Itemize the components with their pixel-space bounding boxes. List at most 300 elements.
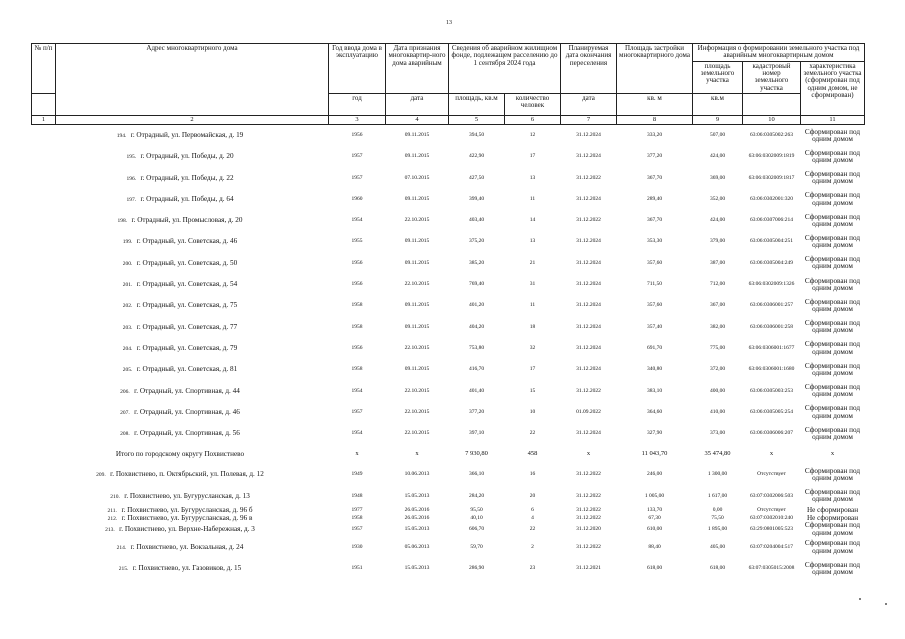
cadastral-cell: 63:06:0306001:257 bbox=[749, 302, 794, 309]
people-cell: 17 bbox=[529, 153, 536, 160]
address-text: г. Похвистнево, ул. Верхне-Набережная, д. 3 bbox=[119, 524, 255, 533]
year-cell: 1956 bbox=[351, 281, 363, 288]
address-text: г. Отрадный, ул. Советская, д. 46 bbox=[136, 237, 238, 246]
area-cell: 769,40 bbox=[468, 281, 485, 288]
building-area-cell: 289,40 bbox=[646, 195, 663, 202]
land-characteristic-cell: Сформирован под одним домом bbox=[804, 297, 861, 314]
address-text: г. Похвистнево, ул. Бугурусланская, д. 96 б bbox=[121, 506, 253, 515]
people-cell: 6 bbox=[531, 507, 534, 514]
row-number: 210. bbox=[110, 493, 120, 500]
address-text: г. Похвистнево, ул. Бугурусланская, д. 96 в bbox=[121, 513, 253, 522]
cadastral-cell: 63:06:0306001:1677 bbox=[748, 344, 795, 351]
cadastral-cell: 63:07:0204004:517 bbox=[749, 543, 794, 550]
header-planned-date: Планируемая дата окончания переселения bbox=[561, 44, 617, 94]
recognition-date-cell: 05.06.2013 bbox=[404, 543, 430, 550]
cadastral-cell: 63:06:0305004:249 bbox=[749, 259, 794, 266]
land-characteristic-cell: Сформирован под одним домом bbox=[804, 127, 861, 143]
year-cell: 1949 bbox=[351, 471, 363, 478]
header-cadastral: кадастровый номер земельного участка bbox=[743, 61, 801, 93]
table-row bbox=[32, 515, 865, 523]
year-cell: 1951 bbox=[351, 565, 363, 572]
land-characteristic-cell: Сформирован под одним домом bbox=[804, 425, 861, 441]
land-area-cell: 507,00 bbox=[709, 131, 726, 138]
people-cell: 31 bbox=[529, 281, 536, 288]
people-cell: 22 bbox=[529, 525, 536, 532]
table-row bbox=[32, 295, 865, 316]
address-cell bbox=[32, 522, 329, 536]
people-cell: 11 bbox=[529, 195, 536, 202]
address-cell bbox=[32, 210, 329, 231]
building-area-cell: 340,80 bbox=[646, 366, 663, 373]
people-cell: 13 bbox=[529, 174, 536, 181]
people-cell: 16 bbox=[529, 471, 536, 478]
column-number: 11 bbox=[801, 116, 865, 125]
recognition-date-cell: 09.11.2015 bbox=[404, 238, 430, 245]
table-row bbox=[32, 359, 865, 380]
table-row bbox=[32, 146, 865, 167]
total-people: 458 bbox=[527, 450, 538, 458]
planned-date-cell: 31.12.2022 bbox=[576, 514, 601, 521]
year-cell: 1956 bbox=[351, 131, 363, 138]
area-cell: 377,20 bbox=[468, 408, 485, 415]
address-text: г. Отрадный, ул. Победы, д. 22 bbox=[140, 173, 234, 182]
table-row bbox=[32, 338, 865, 359]
row-number: 201. bbox=[122, 282, 133, 289]
column-number: 3 bbox=[329, 116, 386, 125]
recognition-date-cell: 09.11.2015 bbox=[404, 366, 430, 373]
cadastral-cell: Отсутствует bbox=[757, 507, 786, 514]
recognition-date-cell: 22.10.2015 bbox=[404, 387, 430, 394]
table-row bbox=[32, 402, 865, 423]
land-area-cell: 400,00 bbox=[709, 387, 726, 394]
table-row bbox=[32, 274, 865, 295]
area-cell: 385,20 bbox=[468, 259, 485, 266]
total-row bbox=[32, 445, 865, 465]
land-characteristic-cell: Сформирован под одним домом bbox=[804, 560, 861, 576]
planned-date-cell: 31.12.2024 bbox=[576, 430, 601, 437]
row-number: 215. bbox=[118, 566, 129, 573]
header-land-area-unit: кв.м bbox=[693, 94, 743, 116]
table-row bbox=[32, 232, 865, 253]
header-building-area: Площадь застройки многоквартирного дома bbox=[617, 44, 693, 94]
people-cell: 21 bbox=[529, 259, 536, 266]
row-number: 211. bbox=[107, 508, 117, 515]
land-area-cell: 618,00 bbox=[709, 565, 726, 572]
building-area-cell: 67,30 bbox=[648, 514, 661, 521]
building-area-cell: 691,70 bbox=[646, 344, 663, 351]
land-characteristic-cell: Не сформирован bbox=[806, 514, 859, 523]
building-area-cell: 367,70 bbox=[646, 217, 663, 224]
year-cell: 1954 bbox=[351, 387, 363, 394]
recognition-date-cell: 22.10.2015 bbox=[404, 281, 430, 288]
land-area-cell: 373,00 bbox=[709, 430, 726, 437]
land-characteristic-cell: Сформирован под одним домом bbox=[804, 148, 861, 164]
row-number: 200. bbox=[122, 260, 133, 267]
year-cell: 1956 bbox=[351, 344, 363, 351]
scan-speck bbox=[885, 603, 887, 605]
row-number: 206. bbox=[120, 388, 130, 395]
year-cell: 1957 bbox=[351, 174, 363, 181]
row-number: 204. bbox=[122, 345, 133, 352]
people-cell: 18 bbox=[529, 323, 536, 330]
area-cell: 284,20 bbox=[468, 492, 485, 499]
total-label: Итого по городскому округу Похвистнево bbox=[115, 449, 245, 458]
header-area-unit: площадь, кв.м bbox=[449, 94, 505, 116]
row-number: 202. bbox=[122, 303, 133, 310]
planned-date-cell: 31.12.2024 bbox=[576, 238, 601, 245]
planned-date-cell: 01.09.2022 bbox=[576, 408, 601, 415]
people-cell: 14 bbox=[529, 217, 536, 224]
total-plan: х bbox=[586, 450, 591, 458]
people-cell: 13 bbox=[529, 238, 536, 245]
address-text: г. Отрадный, ул. Советская, д. 50 bbox=[136, 258, 238, 267]
address-cell bbox=[32, 295, 329, 316]
year-cell: 1960 bbox=[351, 195, 363, 202]
header-people-unit: количество человек bbox=[505, 94, 561, 116]
address-cell bbox=[32, 537, 329, 558]
cadastral-cell: 63:29:0801005:523 bbox=[749, 525, 794, 532]
planned-date-cell: 31.12.2022 bbox=[576, 543, 601, 550]
building-area-cell: 610,00 bbox=[646, 525, 663, 532]
address-text: г. Отрадный, ул. Советская, д. 81 bbox=[136, 365, 238, 374]
planned-date-cell: 31.12.2024 bbox=[576, 131, 601, 138]
area-cell: 399,40 bbox=[468, 195, 485, 202]
building-area-cell: 364,60 bbox=[646, 408, 663, 415]
column-number: 9 bbox=[693, 116, 743, 125]
address-cell bbox=[32, 232, 329, 253]
row-number: 195. bbox=[126, 154, 137, 161]
area-cell: 366,10 bbox=[468, 471, 485, 478]
building-area-cell: 133,70 bbox=[646, 507, 663, 514]
cadastral-cell: 63:06:0302009:1326 bbox=[748, 281, 795, 288]
planned-date-cell: 31.12.2022 bbox=[576, 387, 601, 394]
land-area-cell: 405,00 bbox=[709, 543, 726, 550]
table-body bbox=[32, 125, 865, 580]
cadastral-cell: 63:06:0306006:207 bbox=[749, 430, 794, 437]
table-row bbox=[32, 381, 865, 402]
recognition-date-cell: 09.11.2015 bbox=[404, 195, 430, 202]
planned-date-cell: 31.12.2024 bbox=[576, 153, 601, 160]
address-cell bbox=[32, 486, 329, 507]
emergency-housing-table bbox=[31, 43, 865, 579]
address-text: г. Похвистнево, ул. Вокзальная, д. 24 bbox=[130, 542, 244, 551]
land-characteristic-cell: Сформирован под одним домом bbox=[804, 340, 861, 356]
land-area-cell: 424,00 bbox=[709, 153, 726, 160]
people-cell: 10 bbox=[529, 408, 536, 415]
recognition-date-cell: 22.10.2015 bbox=[404, 217, 430, 224]
land-characteristic-cell: Сформирован под одним домом bbox=[804, 233, 861, 250]
recognition-date-cell: 15.05.2013 bbox=[404, 565, 430, 572]
land-area-cell: 369,00 bbox=[709, 174, 726, 181]
cadastral-cell: 63:06:0306001:1680 bbox=[748, 366, 795, 373]
building-area-cell: 88,40 bbox=[648, 543, 661, 550]
address-cell bbox=[32, 168, 329, 189]
address-text: г. Отрадный, ул. Первомайская, д. 19 bbox=[130, 130, 244, 139]
address-cell bbox=[32, 402, 329, 423]
building-area-cell: 1 005,00 bbox=[644, 492, 665, 499]
area-cell: 394,50 bbox=[468, 131, 485, 138]
recognition-date-cell: 10.06.2013 bbox=[404, 471, 430, 478]
area-cell: 286,90 bbox=[468, 565, 485, 572]
building-area-cell: 327,90 bbox=[646, 430, 663, 437]
year-cell: 1948 bbox=[351, 492, 363, 499]
year-cell: 1958 bbox=[351, 366, 363, 373]
table-row bbox=[32, 125, 865, 147]
area-cell: 401,40 bbox=[468, 387, 485, 394]
address-text: г. Отрадный, ул. Спортивная, д. 46 bbox=[134, 407, 240, 416]
total-area: 7 930,80 bbox=[465, 450, 488, 458]
table-row bbox=[32, 168, 865, 189]
planned-date-cell: 31.12.2022 bbox=[576, 174, 601, 181]
people-cell: 20 bbox=[529, 492, 536, 499]
area-cell: 753,80 bbox=[468, 344, 485, 351]
cadastral-cell: Отсутствует bbox=[757, 471, 786, 478]
recognition-date-cell: 26.05.2016 bbox=[404, 507, 430, 514]
address-text: г. Похвистнево, ул. Бугурусланская, д. 13 bbox=[124, 491, 250, 500]
land-area-cell: 410,00 bbox=[709, 408, 726, 415]
row-number: 209. bbox=[96, 472, 106, 479]
building-area-cell: 618,00 bbox=[646, 565, 663, 572]
land-characteristic-cell: Сформирован под одним домом bbox=[804, 255, 861, 271]
row-number: 205. bbox=[122, 367, 133, 374]
address-cell bbox=[32, 146, 329, 167]
building-area-cell: 357,60 bbox=[646, 259, 663, 266]
land-characteristic-cell: Сформирован под одним домом bbox=[804, 404, 861, 420]
area-cell: 401,20 bbox=[468, 302, 485, 309]
cadastral-cell: 63:07:0302010:240 bbox=[749, 514, 794, 521]
table-row bbox=[32, 537, 865, 558]
planned-date-cell: 31.12.2024 bbox=[576, 344, 601, 351]
header-address: Адрес многоквартирного дома bbox=[56, 44, 329, 116]
column-number: 4 bbox=[386, 116, 449, 125]
building-area-cell: 357,60 bbox=[646, 302, 663, 309]
row-number: 199. bbox=[122, 239, 133, 246]
row-number: 213. bbox=[105, 526, 115, 533]
address-cell bbox=[32, 423, 329, 444]
total-cad: х bbox=[769, 450, 774, 458]
planned-date-cell: 31.12.2024 bbox=[576, 259, 601, 266]
header-recognition-date: Дата признания многоквартир-ного дома аварийным bbox=[386, 44, 449, 94]
row-number: 212. bbox=[107, 515, 118, 522]
land-characteristic-cell: Сформирован под одним домом bbox=[804, 319, 861, 335]
land-area-cell: 424,00 bbox=[709, 217, 726, 224]
column-number: 5 bbox=[449, 116, 505, 125]
year-cell: 1930 bbox=[351, 543, 363, 550]
planned-date-cell: 31.12.2022 bbox=[576, 471, 601, 478]
recognition-date-cell: 26.05.2016 bbox=[404, 514, 430, 521]
address-cell bbox=[32, 274, 329, 295]
recognition-date-cell: 07.10.2015 bbox=[404, 174, 430, 181]
year-cell: 1954 bbox=[351, 430, 363, 437]
recognition-date-cell: 15.05.2013 bbox=[404, 492, 430, 499]
header-cadastral-blank bbox=[743, 94, 801, 116]
cadastral-cell: 63:06:0302009:1817 bbox=[748, 174, 795, 181]
cadastral-cell: 63:06:0305003:253 bbox=[749, 387, 794, 394]
land-area-cell: 379,00 bbox=[709, 238, 726, 245]
header-land-characteristic: характеристика земельного участка (сформирован под одним домом, не сформирован) bbox=[801, 61, 865, 115]
cadastral-cell: 63:07:0305015:2008 bbox=[748, 565, 795, 572]
cadastral-cell: 63:07:0302006:503 bbox=[749, 492, 794, 499]
address-cell bbox=[32, 317, 329, 338]
column-number: 6 bbox=[505, 116, 561, 125]
year-cell: 1957 bbox=[351, 525, 363, 532]
building-area-cell: 333,20 bbox=[646, 131, 663, 138]
year-cell: 1954 bbox=[351, 217, 363, 224]
recognition-date-cell: 09.11.2015 bbox=[404, 131, 430, 138]
header-num: № п/п bbox=[32, 44, 56, 94]
header-land-area: площадь земельного участка bbox=[693, 61, 743, 93]
row-number: 194. bbox=[116, 132, 127, 139]
scan-speck bbox=[859, 598, 861, 600]
recognition-date-cell: 22.10.2015 bbox=[404, 344, 430, 351]
header-recognition-unit: дата bbox=[386, 94, 449, 116]
address-text: г. Похвистнево, ул. Газовиков, д. 15 bbox=[132, 564, 242, 573]
address-cell bbox=[32, 465, 329, 486]
land-characteristic-cell: Сформирован под одним домом bbox=[804, 488, 861, 504]
land-characteristic-cell: Сформирован под одним домом bbox=[804, 521, 861, 537]
page-number: 13 bbox=[446, 20, 452, 26]
year-cell: 1958 bbox=[351, 514, 363, 521]
year-cell: 1957 bbox=[351, 408, 363, 415]
land-area-cell: 1 895,00 bbox=[707, 525, 728, 532]
land-area-cell: 712,00 bbox=[709, 281, 726, 288]
table-header bbox=[32, 44, 865, 125]
address-text: г. Отрадный, ул. Советская, д. 75 bbox=[136, 301, 238, 310]
address-cell bbox=[32, 515, 329, 523]
planned-date-cell: 31.12.2024 bbox=[576, 281, 601, 288]
people-cell: 17 bbox=[529, 366, 536, 373]
recognition-date-cell: 09.11.2015 bbox=[404, 259, 430, 266]
table-row bbox=[32, 465, 865, 486]
land-area-cell: 382,00 bbox=[709, 323, 726, 330]
area-cell: 403,40 bbox=[468, 217, 485, 224]
cadastral-cell: 63:06:0307006:214 bbox=[749, 217, 794, 224]
year-cell: 1955 bbox=[351, 238, 363, 245]
cadastral-cell: 63:06:0306001:258 bbox=[749, 323, 794, 330]
address-text: г. Отрадный, ул. Победы, д. 64 bbox=[140, 194, 234, 203]
land-area-cell: 352,00 bbox=[709, 195, 726, 202]
land-characteristic-cell: Сформирован под одним домом bbox=[804, 361, 861, 377]
area-cell: 40,10 bbox=[470, 514, 483, 521]
address-text: г. Отрадный, ул. Промысловая, д. 20 bbox=[131, 216, 243, 225]
header-land-info: Информация о формировании земельного участка под аварийным многоквартирным домом bbox=[693, 44, 865, 62]
header-year-unit: год bbox=[329, 94, 386, 116]
planned-date-cell: 31.12.2022 bbox=[576, 507, 601, 514]
recognition-date-cell: 15.05.2013 bbox=[404, 525, 430, 532]
address-cell bbox=[32, 558, 329, 579]
area-cell: 416,70 bbox=[468, 366, 485, 373]
land-characteristic-cell: Сформирован под одним домом bbox=[804, 539, 861, 555]
year-cell: 1956 bbox=[351, 259, 363, 266]
area-cell: 606,70 bbox=[468, 525, 485, 532]
building-area-cell: 246,00 bbox=[646, 471, 663, 478]
table-row bbox=[32, 317, 865, 338]
address-text: г. Отрадный, ул. Советская, д. 77 bbox=[136, 322, 238, 331]
planned-date-cell: 31.12.2024 bbox=[576, 302, 601, 309]
planned-date-cell: 31.12.2022 bbox=[576, 217, 601, 224]
address-cell bbox=[32, 253, 329, 274]
land-area-cell: 775,00 bbox=[709, 344, 726, 351]
row-number: 197. bbox=[126, 196, 137, 203]
recognition-date-cell: 09.11.2015 bbox=[404, 323, 430, 330]
address-cell bbox=[32, 338, 329, 359]
total-char: х bbox=[830, 450, 835, 458]
building-area-cell: 353,30 bbox=[646, 238, 663, 245]
address-cell bbox=[32, 359, 329, 380]
table-row bbox=[32, 253, 865, 274]
building-area-cell: 357,40 bbox=[646, 323, 663, 330]
table-row bbox=[32, 558, 865, 579]
table-row bbox=[32, 486, 865, 507]
planned-date-cell: 31.12.2020 bbox=[576, 525, 601, 532]
area-cell: 404,20 bbox=[468, 323, 485, 330]
land-area-cell: 1 617,00 bbox=[707, 492, 728, 499]
address-text: г. Отрадный, ул. Спортивная, д. 56 bbox=[134, 429, 240, 438]
row-number: 203. bbox=[122, 324, 133, 331]
land-characteristic-cell: Сформирован под одним домом bbox=[804, 466, 861, 483]
planned-date-cell: 31.12.2022 bbox=[576, 492, 601, 499]
cadastral-cell: 63:06:0305005:254 bbox=[749, 408, 794, 415]
row-number: 207. bbox=[120, 409, 130, 416]
year-cell: 1957 bbox=[351, 153, 363, 160]
column-number: 8 bbox=[617, 116, 693, 125]
cadastral-cell: 63:06:0305002:263 bbox=[749, 131, 794, 138]
header-building-unit: кв. м bbox=[617, 94, 693, 116]
people-cell: 32 bbox=[529, 344, 536, 351]
land-characteristic-cell: Сформирован под одним домом bbox=[804, 170, 861, 186]
people-cell: 4 bbox=[531, 514, 534, 521]
year-cell: 1958 bbox=[351, 302, 363, 309]
table-row bbox=[32, 189, 865, 210]
address-cell bbox=[32, 189, 329, 210]
land-characteristic-cell: Не сформирован bbox=[806, 506, 859, 515]
total-land: 35 474,80 bbox=[704, 450, 731, 458]
land-area-cell: 0,00 bbox=[712, 507, 723, 514]
year-cell: 1977 bbox=[351, 507, 363, 514]
land-characteristic-cell: Сформирован под одним домом bbox=[804, 212, 861, 228]
recognition-date-cell: 09.11.2015 bbox=[404, 302, 430, 309]
people-cell: 12 bbox=[529, 131, 536, 138]
people-cell: 22 bbox=[529, 430, 536, 437]
land-area-cell: 387,00 bbox=[709, 259, 726, 266]
address-text: г. Отрадный, ул. Спортивная, д. 44 bbox=[134, 386, 240, 395]
building-area-cell: 367,70 bbox=[646, 174, 663, 181]
header-planned-unit: дата bbox=[561, 94, 617, 116]
people-cell: 15 bbox=[529, 387, 536, 394]
building-area-cell: 383,10 bbox=[646, 387, 663, 394]
row-number: 196. bbox=[126, 175, 137, 182]
land-area-cell: 367,00 bbox=[709, 302, 726, 309]
planned-date-cell: 31.12.2024 bbox=[576, 195, 601, 202]
address-text: г. Отрадный, ул. Советская, д. 79 bbox=[136, 343, 238, 352]
table-row bbox=[32, 423, 865, 444]
column-number: 2 bbox=[56, 116, 329, 125]
address-cell bbox=[32, 381, 329, 402]
table-row bbox=[32, 210, 865, 231]
column-number: 7 bbox=[561, 116, 617, 125]
total-date: х bbox=[415, 450, 419, 458]
address-text: г. Отрадный, ул. Советская, д. 54 bbox=[136, 280, 238, 289]
planned-date-cell: 31.12.2024 bbox=[576, 366, 601, 373]
year-cell: 1958 bbox=[351, 323, 363, 330]
recognition-date-cell: 09.11.2015 bbox=[404, 153, 430, 160]
area-cell: 397,10 bbox=[468, 430, 485, 437]
cadastral-cell: 63:06:0302001:320 bbox=[749, 195, 794, 202]
building-area-cell: 377,20 bbox=[646, 153, 663, 160]
planned-date-cell: 31.12.2021 bbox=[576, 565, 601, 572]
cadastral-cell: 63:06:0305004:251 bbox=[749, 238, 794, 245]
total-build: 11 043,70 bbox=[641, 450, 668, 458]
